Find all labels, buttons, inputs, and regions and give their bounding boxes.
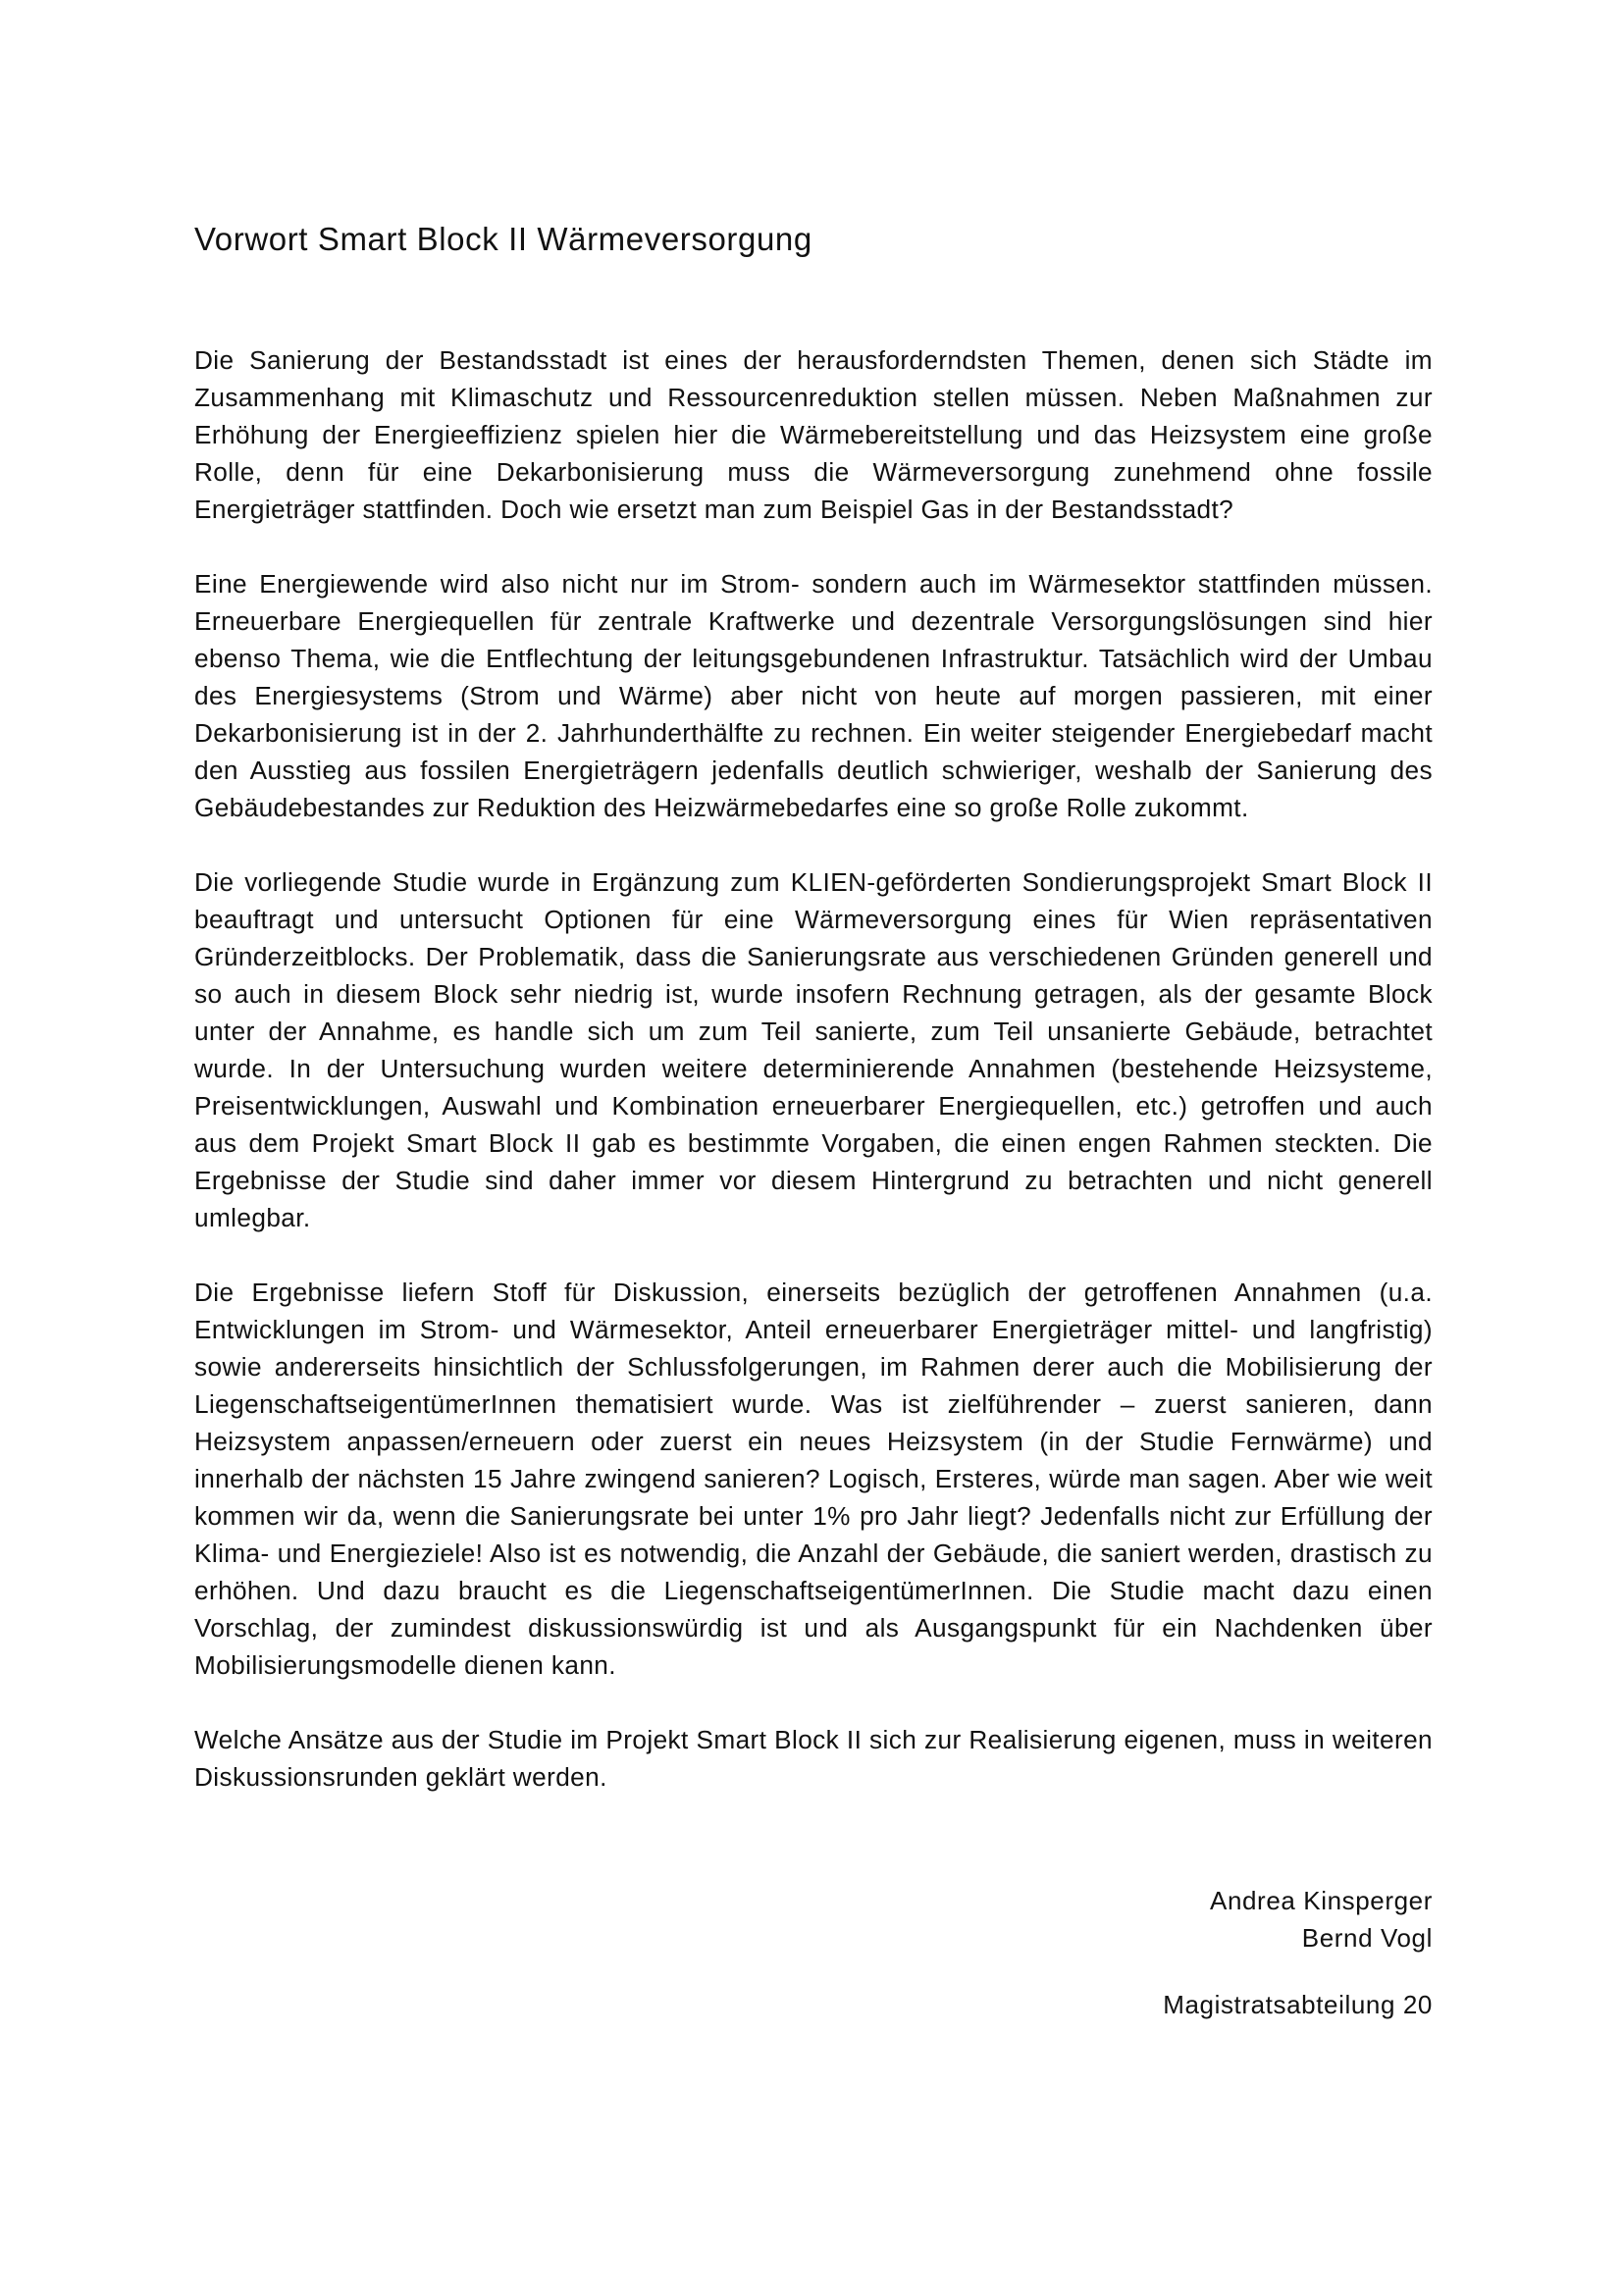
paragraph: Die vorliegende Studie wurde in Ergänzung zum KLIEN-geförderten Sondierungsprojekt Smart Block II beauftragt und untersucht Optionen für eine Wärmeversorgung eines für Wien repräsentativen Gründerzeitblocks. Der Problematik, dass die Sanierungsrate aus verschiedenen Gründen generell und so auch in diesem Block sehr niedrig ist, wurde insofern Rechnung getragen, als der gesamte Block unter der Annahme, es handle sich um zum Teil sanierte, zum Teil unsanierte Gebäude, betrachtet wurde. In der Untersuchung wurden weitere determinierende Annahmen (bestehende Heizsysteme, Preisentwicklungen, Auswahl und Kombination erneuerbarer Energiequellen, etc.) getroffen und auch aus dem Projekt Smart Block II gab es bestimmte Vorgaben, die einen engen Rahmen steckten. Die Ergebnisse der Studie sind daher immer vor diesem Hintergrund zu betrachten und nicht generell umlegbar. bbox=[194, 867, 1433, 1232]
document-title: Vorwort Smart Block II Wärmeversorgung bbox=[194, 221, 812, 257]
document-body bbox=[194, 341, 1433, 1833]
paragraph: Eine Energiewende wird also nicht nur im Strom- sondern auch im Wärmesektor stattfinden müssen. Erneuerbare Energiequellen für zentrale Kraftwerke und dezentrale Versorgungslösungen sind hier ebenso Thema, wie die Entflechtung der leitungsgebundenen Infrastruktur. Tatsächlich wird der Umbau des Energiesystems (Strom und Wärme) aber nicht von heute auf morgen passieren, mit einer Dekarbonisierung ist in der 2. Jahrhunderthälfte zu rechnen. Ein weiter steigender Energiebedarf macht den Ausstieg aus fossilen Energieträgern jedenfalls deutlich schwieriger, weshalb der Sanierung des Gebäudebestandes zur Reduktion des Heizwärmebedarfes eine so große Rolle zukommt. bbox=[194, 569, 1433, 822]
paragraph: Die Sanierung der Bestandsstadt ist eines der herausforderndsten Themen, denen sich Städte im Zusammenhang mit Klimaschutz und Ressourcenreduktion stellen müssen. Neben Maßnahmen zur Erhöhung der Energieeffizienz spielen hier die Wärmebereitstellung und das Heizsystem eine große Rolle, denn für eine Dekarbonisierung muss die Wärmeversorgung zunehmend ohne fossile Energieträger stattfinden. Doch wie ersetzt man zum Beispiel Gas in der Bestandsstadt? bbox=[194, 345, 1433, 524]
paragraph: Die Ergebnisse liefern Stoff für Diskussion, einerseits bezüglich der getroffenen Annahmen (u.a. Entwicklungen im Strom- und Wärmesektor, Anteil erneuerbarer Energieträger mittel- und langfristig) sowie andererseits hinsichtlich der Schlussfolgerungen, im Rahmen derer auch die Mobilisierung der LiegenschaftseigentümerInnen thematisiert wurde. Was ist zielführender – zuerst sanieren, dann Heizsystem anpassen/erneuern oder zuerst ein neues Heizsystem (in der Studie Fernwärme) und innerhalb der nächsten 15 Jahre zwingend sanieren? Logisch, Ersteres, würde man sagen. Aber wie weit kommen wir da, wenn die Sanierungsrate bei unter 1% pro Jahr liegt? Jedenfalls nicht zur Erfüllung der Klima- und Energieziele! Also ist es notwendig, die Anzahl der Gebäude, die saniert werden, drastisch zu erhöhen. Und dazu braucht es die LiegenschaftseigentümerInnen. Die Studie macht dazu einen Vorschlag, der zumindest diskussionswürdig ist und als Ausgangspunkt für ein Nachdenken über Mobilisierungsmodelle dienen kann. bbox=[194, 1278, 1433, 1680]
signature-name: Bernd Vogl bbox=[1301, 1923, 1433, 1953]
signature-block bbox=[1163, 1882, 1433, 2023]
signature-department: Magistratsabteilung 20 bbox=[1163, 1990, 1433, 2019]
paragraph: Welche Ansätze aus der Studie im Projekt Smart Block II sich zur Realisierung eigenen, muss in weiteren Diskussionsrunden geklärt werden. bbox=[194, 1725, 1433, 1792]
signature-name: Andrea Kinsperger bbox=[1210, 1886, 1433, 1915]
